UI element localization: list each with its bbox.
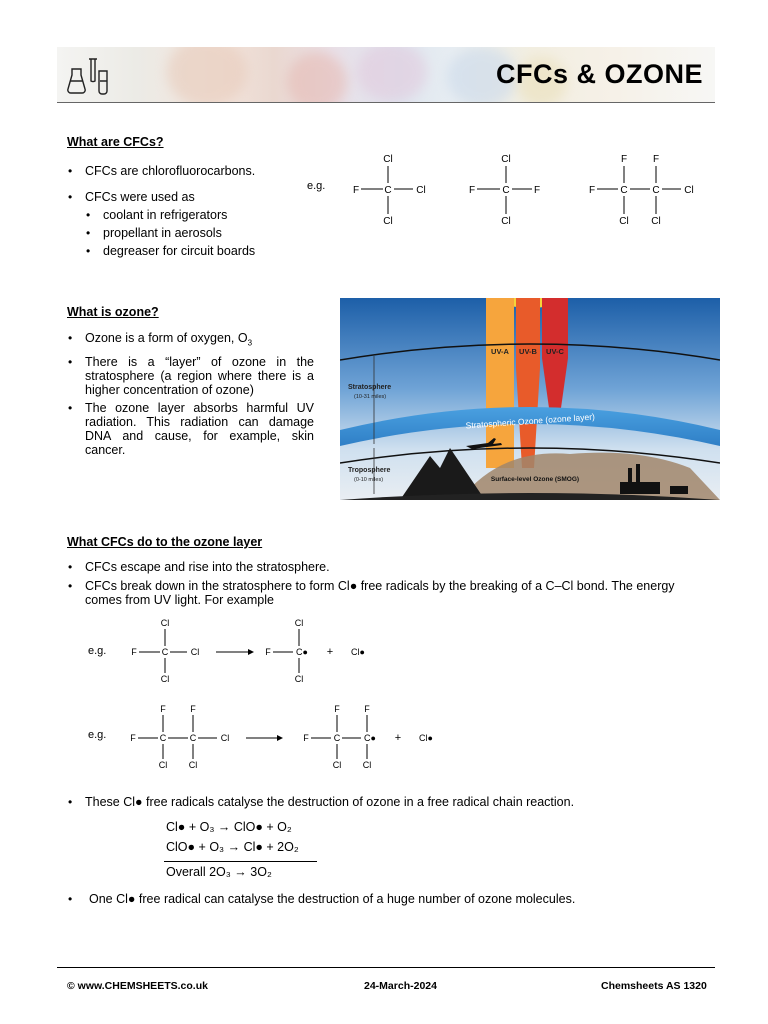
- list-item: • These Cl● free radicals catalyse the destruction of ozone in a free radical chain reaction.: [67, 795, 713, 809]
- structure-cfcl3: [353, 154, 426, 227]
- page-title: CFCs & OZONE: [495, 59, 703, 89]
- list-item: • propellant in aerosols: [85, 226, 305, 240]
- atom-label: F: [265, 647, 271, 657]
- list-item: • degreaser for circuit boards: [85, 244, 305, 258]
- example-label: e.g.: [307, 180, 326, 192]
- atom-label: C: [189, 733, 197, 743]
- stratosphere-range: (10-31 miles): [354, 394, 387, 400]
- atom-label: F: [468, 185, 476, 196]
- banner-decoration: [287, 52, 347, 103]
- ozone-bullet-list: [67, 331, 314, 461]
- section-heading-what-is-ozone: What is ozone?: [67, 305, 159, 319]
- reaction-c2f3cl3-homolysis: [120, 698, 450, 776]
- atom-label: Cl: [294, 618, 304, 628]
- troposphere-range: (0-10 miles): [354, 477, 384, 483]
- uva-label: UV-A: [491, 347, 509, 356]
- atom-label: F: [533, 185, 541, 196]
- lab-glassware-icon: [67, 55, 111, 99]
- atom-label: Cl: [416, 185, 426, 196]
- ozone-definition: Ozone is a form of oxygen, O: [85, 331, 248, 345]
- atom-label: C: [159, 733, 167, 743]
- uvc-label: UV-C: [546, 347, 564, 356]
- atom-label: Cl: [362, 760, 372, 770]
- atom-label: F: [352, 185, 360, 196]
- list-item: • One Cl● free radical can catalyse the destruction of a huge number of ozone molecules.: [67, 892, 713, 906]
- footer-document-id: Chemsheets AS 1320: [601, 980, 707, 992]
- ozone-layer-diagram: [340, 298, 720, 500]
- list-item: • CFCs are chlorofluorocarbons.: [67, 164, 297, 178]
- atom-label: Cl: [294, 674, 304, 684]
- atom-label: F: [334, 704, 340, 714]
- structure-cf2cl2: [469, 154, 540, 227]
- atom-label: Cl: [651, 216, 661, 227]
- atom-label: Cl: [501, 154, 511, 165]
- atom-label: Cl: [383, 154, 393, 165]
- atom-label: C: [502, 185, 510, 196]
- atom-label: F: [160, 704, 166, 714]
- atom-label: C: [384, 185, 392, 196]
- section-heading-cfcs-ozone-layer: What CFCs do to the ozone layer: [67, 535, 263, 549]
- cfc-uses-list: [85, 208, 305, 262]
- list-item: • There is a “layer” of ozone in the stratosphere (a region where there is a higher concentration of ozone): [67, 355, 314, 397]
- atom-label: Cl: [619, 216, 629, 227]
- equation-divider: [164, 861, 317, 862]
- atom-label: C●: [296, 647, 308, 657]
- cfc-effects-list: [67, 560, 713, 611]
- reaction-arrow-icon: [248, 649, 254, 655]
- footer-date: 24-March-2024: [364, 980, 437, 992]
- structure-c2f3cl3: [589, 154, 694, 227]
- atom-label: C: [620, 185, 628, 196]
- banner-decoration: [357, 47, 427, 102]
- atom-label: Cl: [332, 760, 342, 770]
- atom-label: F: [620, 154, 628, 165]
- header-banner: [57, 47, 715, 103]
- atom-label: Cl: [383, 216, 393, 227]
- atom-label: F: [190, 704, 196, 714]
- list-item: • CFCs escape and rise into the stratosphere.: [67, 560, 713, 574]
- atom-label: F: [364, 704, 370, 714]
- banner-decoration: [167, 47, 247, 103]
- atom-label: F: [652, 154, 660, 165]
- cfc-structures: [340, 148, 710, 233]
- atom-label: C●: [364, 733, 376, 743]
- footer-website: © www.CHEMSHEETS.co.uk: [67, 980, 208, 992]
- reaction-cfcl3-homolysis: [120, 612, 380, 692]
- radical-catalysis-list: [67, 892, 713, 910]
- troposphere-label: Troposphere: [348, 467, 391, 474]
- list-item: • coolant in refrigerators: [85, 208, 305, 222]
- subscript-3: 3: [247, 338, 253, 348]
- ozone-layer-label: Stratospheric Ozone (ozone layer): [465, 411, 596, 431]
- chain-reaction-list: [67, 795, 713, 813]
- reaction-arrow-icon: [277, 735, 283, 741]
- example-label: e.g.: [88, 645, 107, 657]
- list-item: • CFCs break down in the stratosphere to form Cl● free radicals by the breaking of a C–Cl bond. The energy comes from UV light. For example: [67, 579, 713, 607]
- atom-label: C: [161, 647, 169, 657]
- chlorine-radical: Cl●: [351, 647, 365, 657]
- atom-label: Cl: [158, 760, 168, 770]
- atom-label: Cl: [160, 674, 170, 684]
- list-item: [67, 331, 314, 351]
- equation-overall: Overall 2O₃ → 3O₂: [166, 865, 272, 879]
- atom-label: F: [303, 733, 309, 743]
- list-item: • The ozone layer absorbs harmful UV radiation. This radiation can damage DNA and cause, for example, skin cancer.: [67, 401, 314, 457]
- atom-label: Cl: [501, 216, 511, 227]
- atom-label: C: [333, 733, 341, 743]
- atom-label: F: [588, 185, 596, 196]
- atom-label: Cl: [684, 185, 694, 196]
- atom-label: F: [130, 733, 136, 743]
- chlorine-radical: Cl●: [419, 733, 433, 743]
- atom-label: F: [131, 647, 137, 657]
- footer-divider: [57, 967, 715, 968]
- list-item: • CFCs were used as: [67, 190, 297, 204]
- atom-label: C: [652, 185, 660, 196]
- plus-sign: +: [394, 732, 402, 744]
- section-heading-what-are-cfcs: What are CFCs?: [67, 135, 164, 149]
- equation-step-2: ClO● + O₃ → Cl● + 2O₂: [166, 840, 299, 854]
- uvb-label: UV-B: [519, 347, 537, 356]
- stratosphere-label: Stratosphere: [348, 384, 392, 391]
- equation-step-1: Cl● + O₃ → ClO● + O₂: [166, 820, 292, 834]
- plus-sign: +: [326, 646, 334, 658]
- atom-label: Cl: [188, 760, 198, 770]
- atom-label: Cl: [220, 733, 230, 743]
- example-label: e.g.: [88, 729, 107, 741]
- atom-label: Cl: [160, 618, 170, 628]
- atom-label: Cl: [190, 647, 200, 657]
- cfc-bullet-list: [67, 164, 297, 208]
- surface-ozone-label: Surface-level Ozone (SMOG): [490, 476, 580, 483]
